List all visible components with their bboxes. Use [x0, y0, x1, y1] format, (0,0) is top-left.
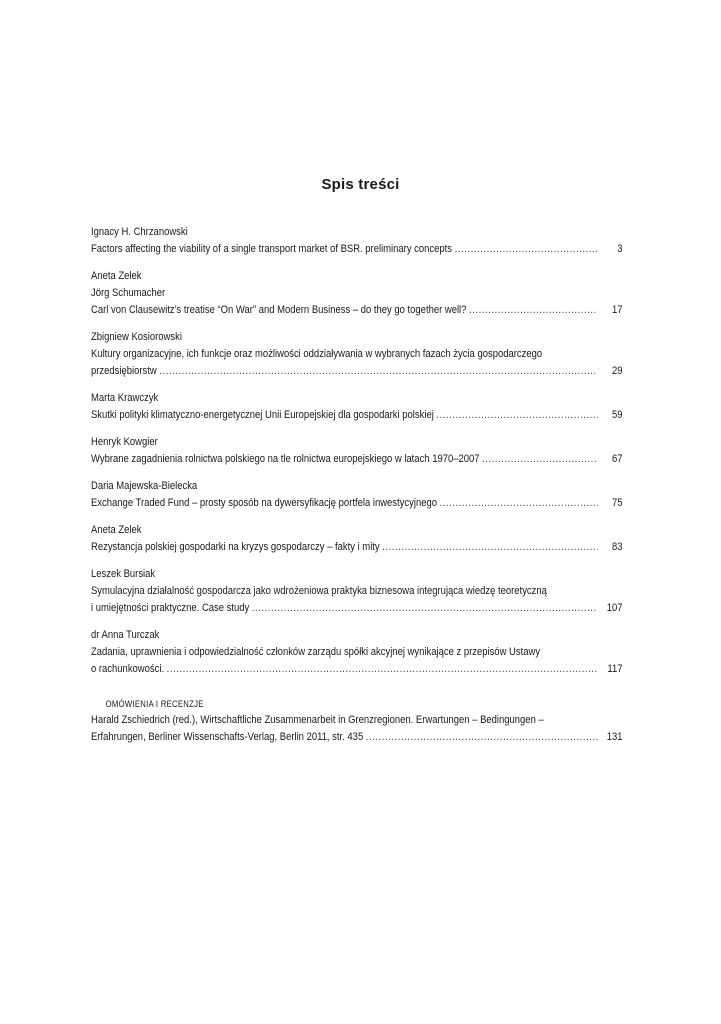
entry-last-line[interactable] [91, 539, 622, 556]
page-number: 83 [611, 541, 623, 553]
dot-leader [455, 241, 598, 258]
entry-title-line: Kultury organizacyjne, ich funkcje oraz możliwości oddziaływania w wybranych fazach życia gospodarczego [91, 348, 543, 360]
entry-last-line[interactable] [91, 451, 622, 468]
toc-entry [91, 329, 622, 380]
page-number: 67 [611, 453, 623, 465]
entry-last-line[interactable] [91, 241, 622, 258]
entry-author: dr Anna Turczak [91, 629, 160, 641]
page-title: Spis treści [321, 176, 400, 193]
toc-entries [91, 224, 622, 678]
entry-author: Zbigniew Kosiorowski [91, 331, 182, 343]
entry-author: Ignacy H. Chrzanowski [91, 226, 188, 238]
entry-last-line[interactable] [91, 661, 622, 678]
toc-entry [91, 268, 622, 319]
entry-last-line[interactable] [91, 363, 622, 380]
entry-title-line: Zadania, uprawnienia i odpowiedzialność członków zarządu spółki akcyjnej wynikające z przepisów Ustawy [91, 646, 541, 658]
toc-entry [91, 566, 622, 617]
dot-leader [159, 363, 597, 380]
entry-last-line[interactable] [91, 302, 622, 319]
toc-entry [91, 390, 622, 424]
entry-title-end: Erfahrungen, Berliner Wissenschafts-Verlag, Berlin 2011, str. 435 [91, 731, 364, 743]
page-number: 107 [606, 602, 623, 614]
entry-author: Daria Majewska-Bielecka [91, 480, 198, 492]
dot-leader [382, 539, 597, 556]
toc-entry-review [91, 712, 622, 746]
entry-title-end: Factors affecting the viability of a single transport market of BSR. preliminary concepts [91, 243, 453, 255]
entry-title-end: przedsiębiorstw [91, 365, 157, 377]
section-label-reviews: OMÓWIENIA I RECENZJE [105, 699, 204, 709]
dot-leader [440, 495, 598, 512]
entry-title-end: Wybrane zagadnienia rolnictwa polskiego na tle rolnictwa europejskiego w latach 1970–2007 [91, 453, 480, 465]
entry-author: Jörg Schumacher [91, 287, 166, 299]
table-of-contents [91, 224, 622, 756]
entry-title-end: o rachunkowości. [91, 663, 165, 675]
toc-entry [91, 224, 622, 258]
entry-last-line[interactable] [91, 600, 622, 617]
page-number: 59 [611, 409, 623, 421]
page-number: 131 [606, 731, 623, 743]
toc-entry [91, 434, 622, 468]
entry-last-line[interactable] [91, 495, 622, 512]
entry-author: Aneta Zelek [91, 524, 142, 536]
dot-leader [252, 600, 598, 617]
entry-title-end: Skutki polityki klimatyczno-energetycznej Unii Europejskiej dla gospodarki polskiej [91, 409, 434, 421]
entry-title-line: Harald Zschiedrich (red.), Wirtschaftliche Zusammenarbeit in Grenzregionen. Erwartungen – Bedingungen – [91, 714, 544, 726]
page-number: 75 [611, 497, 623, 509]
toc-entry [91, 478, 622, 512]
entry-author: Henryk Kowgier [91, 436, 158, 448]
page-number: 117 [607, 663, 623, 675]
dot-leader [469, 302, 598, 319]
entry-author: Leszek Bursiak [91, 568, 156, 580]
page-number: 3 [617, 243, 623, 255]
dot-leader [167, 661, 598, 678]
entry-title-end: i umiejętności praktyczne. Case study [91, 602, 250, 614]
page-number: 29 [611, 365, 623, 377]
dot-leader [482, 451, 597, 468]
toc-entry [91, 627, 622, 678]
dot-leader [436, 407, 597, 424]
entry-author: Aneta Zelek [91, 270, 142, 282]
entry-last-line[interactable] [91, 407, 622, 424]
entry-title-end: Rezystancja polskiej gospodarki na kryzys gospodarczy – fakty i mity [91, 541, 380, 553]
dot-leader [366, 729, 598, 746]
entry-title-end: Carl von Clausewitz’s treatise “On War” and Modern Business – do they go together well? [91, 304, 467, 316]
entry-title-line: Symulacyjna działalność gospodarcza jako wdrożeniowa praktyka biznesowa integrująca wiedzę teoretyczną [91, 585, 547, 597]
entry-last-line[interactable] [91, 729, 622, 746]
entry-author: Marta Krawczyk [91, 392, 159, 404]
page-number: 17 [611, 304, 623, 316]
entry-title-end: Exchange Traded Fund – prosty sposób na dywersyfikację portfela inwestycyjnego [91, 497, 438, 509]
toc-entry [91, 522, 622, 556]
